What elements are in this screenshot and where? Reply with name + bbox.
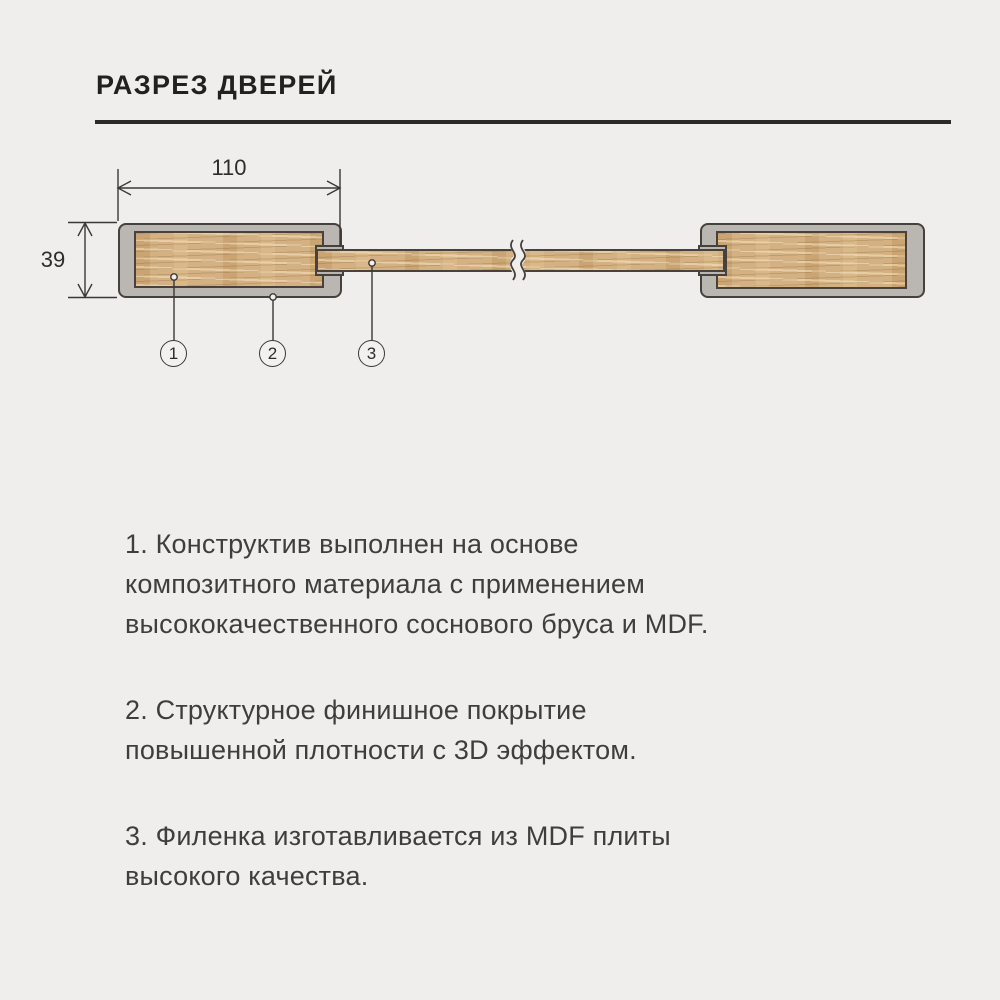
note-1 [125, 524, 925, 644]
right-stile-wood-core [716, 231, 907, 289]
note-3 [125, 816, 925, 896]
dimension-width-label: 110 [211, 155, 247, 180]
page-title: РАЗРЕЗ ДВЕРЕЙ [96, 70, 338, 100]
callout-1: 1 [160, 340, 187, 367]
note-line: 2. Структурное финишное покрытие [125, 695, 587, 725]
door-cross-section-diagram [0, 0, 1000, 400]
note-2 [125, 690, 925, 770]
panel-break-symbol [498, 236, 538, 284]
note-line: композитного материала с применением [125, 569, 646, 599]
callout-2: 2 [259, 340, 286, 367]
note-line: повышенной плотности с 3D эффектом. [125, 735, 637, 765]
note-line: 3. Филенка изготавливается из MDF плиты [125, 821, 671, 851]
notes-list [125, 524, 925, 942]
note-line: высококачественного соснового бруса и MDF. [125, 609, 709, 639]
note-line: высокого качества. [125, 861, 369, 891]
dimension-thickness-label: 39 [40, 247, 66, 272]
left-stile-wood-core [134, 231, 324, 288]
note-line: 1. Конструктив выполнен на основе [125, 529, 579, 559]
callout-3: 3 [358, 340, 385, 367]
